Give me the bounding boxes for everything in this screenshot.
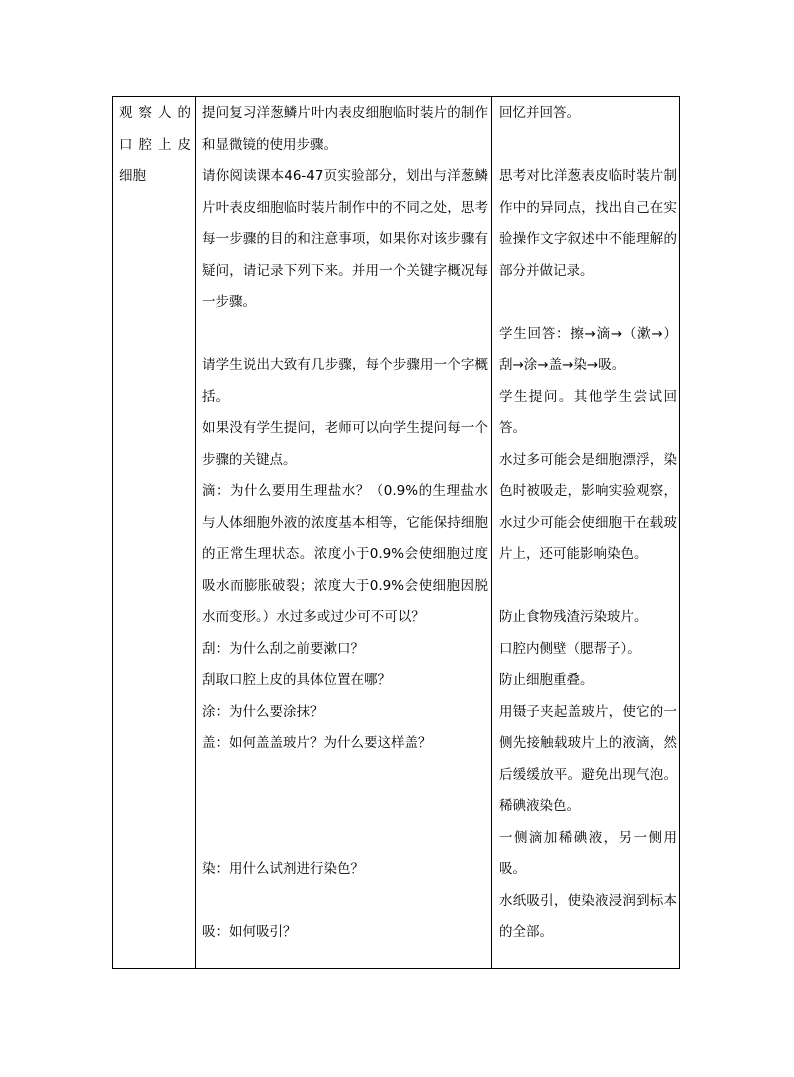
teacher-text: 如果没有学生提问，老师可以向学生提问每一个步骤的关键点。 (202, 420, 488, 468)
student-text: 思考对比洋葱表皮临时装片制作中的异同点，找出自己在实验操作文字叙述中不能理解的部分并做记录。 (499, 168, 677, 279)
student-text: 学生回答：擦→滴→（漱→）刮→涂→盖→染→吸。 (499, 325, 677, 373)
teacher-text: 盖：如何盖盖玻片？为什么要这样盖？ (202, 735, 432, 751)
teacher-text: 染：用什么试剂进行染色？ (202, 861, 364, 877)
teacher-text: 涂：为什么要涂抹？ (202, 703, 324, 720)
teacher-text: 吸：如何吸引？ (202, 924, 297, 940)
topic-line: 观察人的 (119, 105, 191, 121)
student-text: 学生提问。其他学生尝试回答。 (499, 388, 677, 436)
column-divider (195, 97, 196, 968)
teacher-text: 请学生说出大致有几步骤，每个步骤用一个字概括。 (202, 357, 488, 405)
student-text: 水纸吸引，使染液浸润到标本的全部。 (499, 892, 677, 940)
student-text: 水过多可能会是细胞漂浮，染色时被吸走，影响实验观察，水过少可能会使细胞干在载玻片上，还可能影响染色。 (499, 451, 677, 562)
teacher-text: 提问复习洋葱鳞片叶内表皮细胞临时装片的制作和显微镜的使用步骤。 (202, 105, 488, 153)
teacher-text: 滴：为什么要用生理盐水？（0.9%的生理盐水与人体细胞外液的浓度基本相等，它能保持细胞的正常生理状态。浓度小于0.9%会使细胞过度吸水而膨胀破裂；浓度大于0.9%会使细胞因脱水而变形。）水过多或过少可不可以？ (202, 483, 488, 625)
student-text: 口腔内侧壁（腮帮子）。 (499, 640, 641, 657)
student-text: 防止细胞重叠。 (499, 672, 594, 688)
student-text: 一侧滴加稀碘液，另一侧用吸。 (499, 829, 677, 877)
student-text: 回忆并回答。 (499, 105, 580, 121)
teacher-activity-cell (202, 97, 488, 968)
lesson-table (112, 96, 680, 969)
student-text: 防止食物残渣污染玻片。 (499, 609, 648, 625)
topic-cell (119, 97, 191, 968)
student-text: 用镊子夹起盖玻片，使它的一侧先接触载玻片上的液滴，然后缓缓放平。避免出现气泡。稀碘液染色。 (499, 703, 677, 814)
student-activity-cell (499, 97, 677, 968)
column-divider (491, 97, 492, 968)
teacher-text: 刮取口腔上皮的具体位置在哪？ (202, 672, 391, 688)
teacher-text: 请你阅读课本46-47页实验部分，划出与洋葱鳞片叶表皮细胞临时装片制作中的不同之处，思考每一步骤的目的和注意事项，如果你对该步骤有疑问，请记录下列下来。并用一个关键字概况每一步骤。 (202, 168, 488, 310)
topic-line: 口腔上皮 (119, 136, 191, 153)
teacher-text: 刮：为什么刮之前要漱口？ (202, 640, 364, 657)
topic-line: 细胞 (119, 168, 146, 184)
